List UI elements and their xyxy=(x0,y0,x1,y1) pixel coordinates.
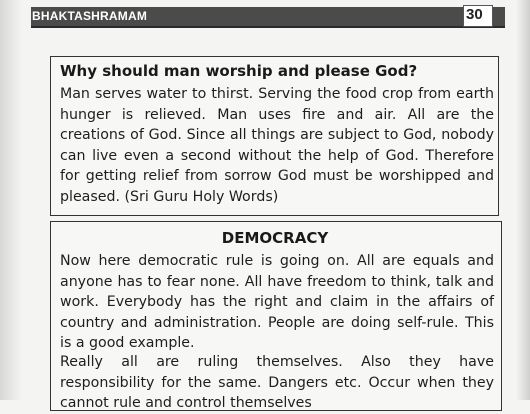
page-shadow-right xyxy=(516,0,530,400)
page-number: 30 xyxy=(466,6,483,23)
section-title: DEMOCRACY xyxy=(221,229,329,247)
answer-paragraph: Man serves water to thirst. Serving the food crop from earth hunger is relieved. Man uses fire and air. All are the creations of God. Since all things are subject to God, nobody can live even a second without the help of God. Therefore for getting relief from sorrow God must be worshipped and pleased. (Sri Guru Holy Words) xyxy=(60,86,494,205)
running-header: BHAKTASHRAMAM xyxy=(32,9,148,23)
question-heading: Why should man worship and please God? xyxy=(60,62,418,80)
democracy-paragraph-1: Now here democratic rule is going on. All are equals and anyone has to fear none. All have freedom to think, talk and work. Everybody has the right and claim in the affairs of country and administration. People are doing self-rule. This is a good example. xyxy=(60,253,494,351)
democracy-paragraph-2: Really all are ruling themselves. Also they have responsibility for the same. Dangers etc. Occur when they cannot rule and control themselves xyxy=(60,354,494,411)
page-shadow-left xyxy=(0,0,22,400)
